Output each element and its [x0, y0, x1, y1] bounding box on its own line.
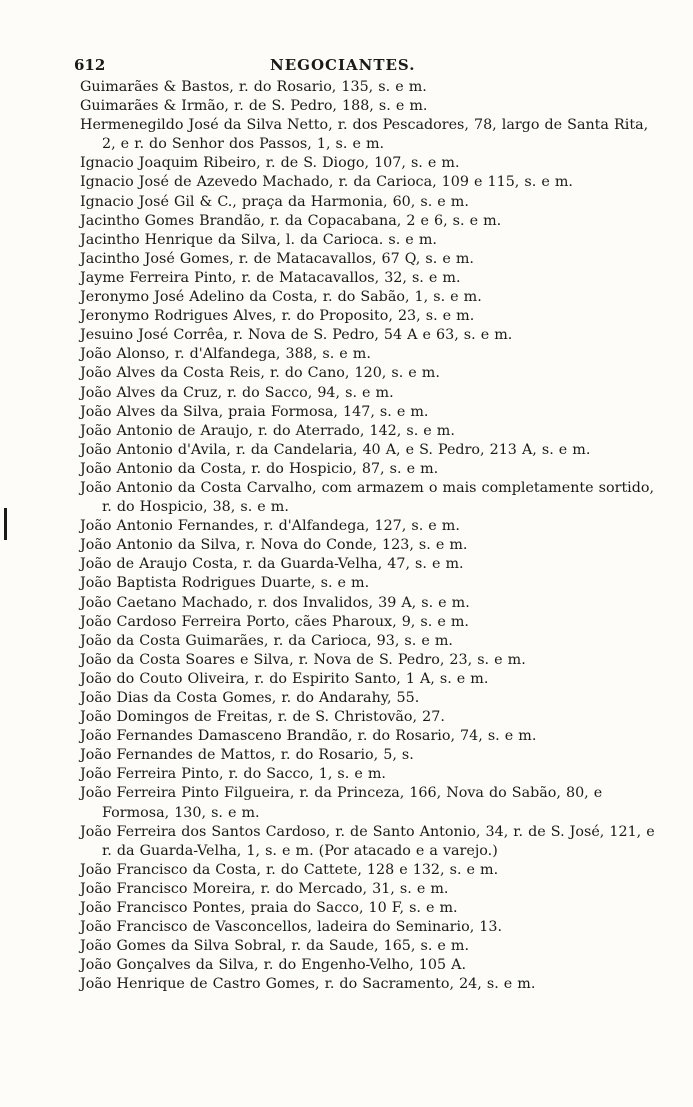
directory-entry: João da Costa Guimarães, r. da Carioca, 93, s. e m. [80, 632, 453, 649]
directory-entry: João Domingos de Freitas, r. de S. Christovão, 27. [80, 709, 445, 726]
directory-entry: Jacintho José Gomes, r. de Matacavallos, 67 Q, s. e m. [80, 250, 474, 267]
directory-entry: João Fernandes de Mattos, r. do Rosario, 5, s. [80, 747, 414, 764]
directory-entry: Jeronymo Rodrigues Alves, r. do Proposito, 23, s. e m. [80, 308, 475, 325]
directory-entry: João da Costa Soares e Silva, r. Nova de S. Pedro, 23, s. e m. [80, 651, 526, 668]
directory-entry: João Gonçalves da Silva, r. do Engenho-Velho, 105 A. [80, 957, 467, 974]
directory-entry: João de Araujo Costa, r. da Guarda-Velha, 47, s. e m. [80, 556, 464, 573]
directory-entry: João Alves da Costa Reis, r. do Cano, 120, s. e m. [80, 365, 440, 382]
directory-entry: Jacintho Henrique da Silva, l. da Carioca. s. e m. [80, 231, 437, 248]
page-header [74, 55, 634, 77]
directory-entry: João Francisco Pontes, praia do Sacco, 10 F, s. e m. [80, 900, 458, 917]
directory-entry: Hermenegildo José da Silva Netto, r. dos Pescadores, 78, largo de Santa Rita, 2, e r. do Senhor dos Passos, 1, s. e m. [80, 117, 649, 153]
page-number: 612 [74, 56, 106, 74]
directory-entry: João do Couto Oliveira, r. do Espirito Santo, 1 A, s. e m. [80, 670, 489, 687]
margin-mark [4, 508, 7, 540]
directory-entry: João Dias da Costa Gomes, r. do Andarahy, 55. [80, 690, 420, 706]
directory-entry: João Baptista Rodrigues Duarte, s. e m. [80, 575, 370, 592]
directory-entry: João Fernandes Damasceno Brandão, r. do Rosario, 74, s. e m. [80, 728, 537, 745]
directory-entry: João Antonio da Costa, r. do Hospicio, 87, s. e m. [80, 460, 439, 477]
directory-entry: João Alonso, r. d'Alfandega, 388, s. e m. [80, 346, 371, 363]
directory-entry: João Francisco de Vasconcellos, ladeira do Seminario, 13. [80, 919, 503, 936]
directory-entry: João Alves da Cruz, r. do Sacco, 94, s. e m. [80, 384, 394, 401]
directory-entry: João Caetano Machado, r. dos Invalidos, 39 A, s. e m. [80, 594, 470, 611]
directory-entry: João Antonio da Silva, r. Nova do Conde, 123, s. e m. [80, 537, 468, 554]
directory-entry: João Antonio de Araujo, r. do Aterrado, 142, s. e m. [80, 422, 455, 439]
directory-entry: Jeronymo José Adelino da Costa, r. do Sabão, 1, s. e m. [80, 289, 482, 306]
directory-entry: Jacintho Gomes Brandão, r. da Copacabana, 2 e 6, s. e m. [80, 212, 502, 229]
directory-entry: João Ferreira dos Santos Cardoso, r. de Santo Antonio, 34, r. de S. José, 121, e r. da Guarda-Velha, 1, s. e m. (Por atacado e a varejo.) [80, 823, 655, 859]
directory-entry: Ignacio Joaquim Ribeiro, r. de S. Diogo, 107, s. e m. [80, 155, 460, 172]
directory-entries [80, 78, 660, 995]
directory-entry: Jayme Ferreira Pinto, r. de Matacavallos, 32, s. e m. [80, 269, 461, 286]
directory-entry: Jesuino José Corrêa, r. Nova de S. Pedro, 54 A e 63, s. e m. [80, 327, 513, 344]
directory-entry: João Cardoso Ferreira Porto, cães Pharoux, 9, s. e m. [80, 613, 469, 630]
directory-entry: João Henrique de Castro Gomes, r. do Sacramento, 24, s. e m. [80, 976, 536, 993]
directory-entry: João Ferreira Pinto Filgueira, r. da Princeza, 166, Nova do Sabão, 80, e Formosa, 130, s. e m. [80, 785, 603, 821]
directory-entry: João Alves da Silva, praia Formosa, 147, s. e m. [80, 403, 429, 420]
directory-entry: João Ferreira Pinto, r. do Sacco, 1, s. e m. [80, 766, 386, 783]
directory-entry: João Francisco da Costa, r. do Cattete, 128 e 132, s. e m. [80, 861, 499, 878]
directory-entry: João Antonio da Costa Carvalho, com armazem o mais completamente sortido, r. do Hospicio, 38, s. e m. [80, 479, 655, 516]
directory-entry: Guimarães & Bastos, r. do Rosario, 135, s. e m. [80, 79, 427, 95]
directory-entry: Ignacio José Gil & C., praça da Harmonia, 60, s. e m. [80, 193, 469, 210]
directory-entry: João Antonio d'Avila, r. da Candelaria, 40 A, e S. Pedro, 213 A, s. e m. [80, 441, 591, 458]
directory-entry: Ignacio José de Azevedo Machado, r. da Carioca, 109 e 115, s. e m. [80, 174, 573, 191]
running-head: NEGOCIANTES. [270, 56, 416, 74]
directory-entry: Guimarães & Irmão, r. de S. Pedro, 188, s. e m. [80, 98, 428, 115]
directory-entry: João Francisco Moreira, r. do Mercado, 31, s. e m. [80, 880, 449, 897]
directory-entry: João Antonio Fernandes, r. d'Alfandega, 127, s. e m. [80, 518, 460, 535]
directory-entry: João Gomes da Silva Sobral, r. da Saude, 165, s. e m. [80, 938, 470, 955]
